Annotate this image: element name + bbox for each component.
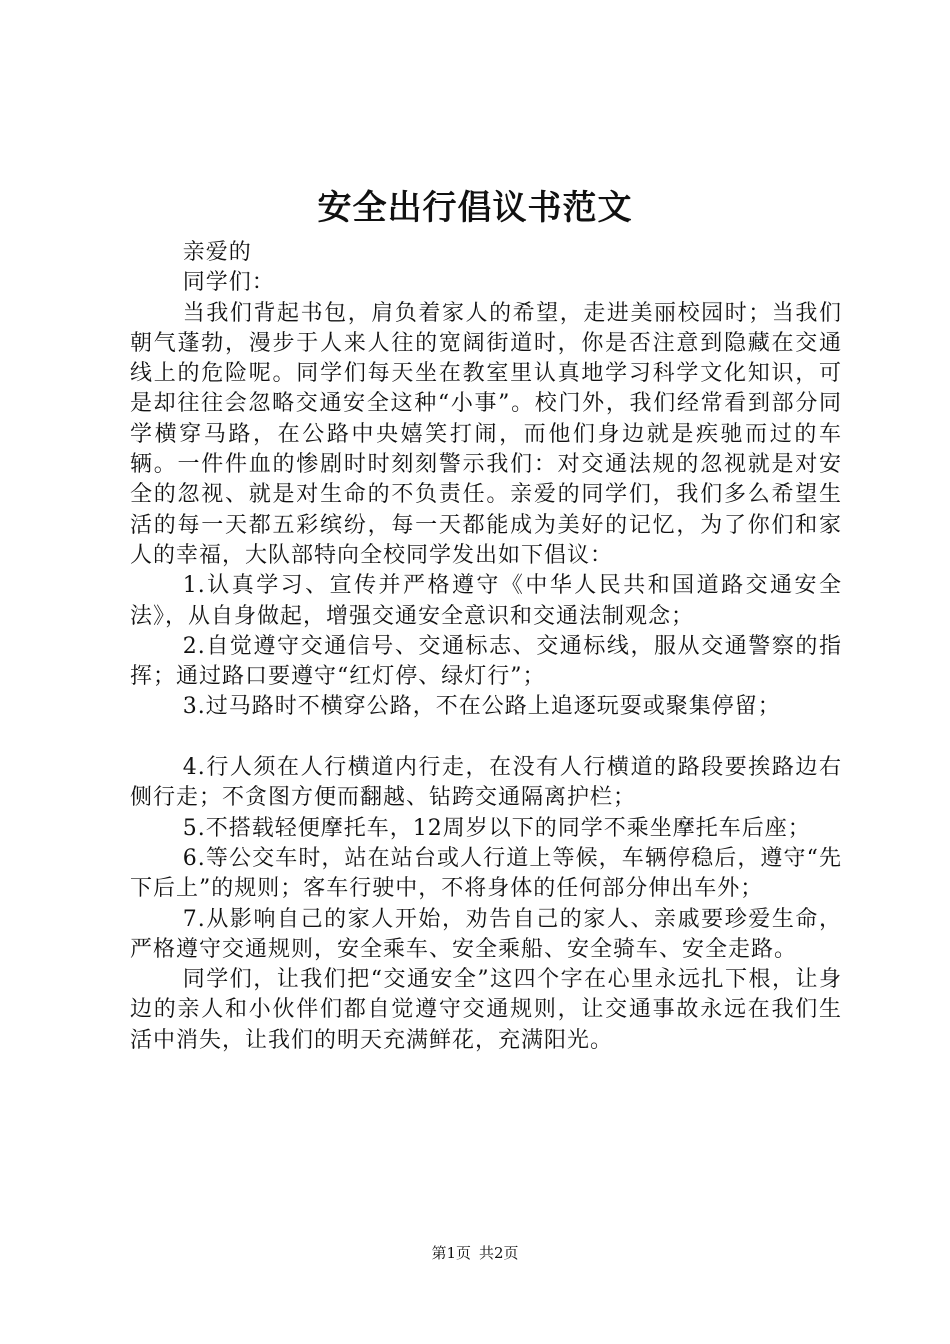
page-footer — [0, 1243, 950, 1263]
intro-paragraph: 当我们背起书包，肩负着家人的希望，走进美丽校园时；当我们朝气蓬勃，漫步于人来人往的宽阔街道时，你是否注意到隐藏在交通线上的危险呢。同学们每天坐在教室里认真地学习科学文化知识，可是却往往会忽略交通安全这种“小事”。校门外，我们经常看到部分同学横穿马路，在公路中央嬉笑打闹，而他们身边就是疾驰而过的车辆。一件件血的惨剧时时刻刻警示我们：对交通法规的忽视就是对安全的忽视、就是对生命的不负责任。亲爱的同学们，我们多么希望生活的每一天都五彩缤纷，每一天都能成为美好的记忆，为了你们和家人的幸福，大队部特向全校同学发出如下倡议： — [130, 300, 842, 568]
proposal-item-1: 1.认真学习、宣传并严格遵守《中华人民共和国道路交通安全法》，从自身做起，增强交通安全意识和交通法制观念； — [130, 573, 842, 629]
proposal-item-4: 4.行人须在人行横道内行走，在没有人行横道的路段要挨路边右侧行走；不贪图方便而翻越、钻跨交通隔离护栏； — [130, 755, 842, 811]
salutation-line-2: 同学们： — [182, 270, 275, 296]
document-title: 安全出行倡议书范文 — [317, 188, 633, 228]
proposal-item-2: 2.自觉遵守交通信号、交通标志、交通标线，服从交通警察的指挥；通过路口要遵守“红灯停、绿灯行”； — [130, 633, 842, 690]
proposal-item-6: 6.等公交车时，站在站台或人行道上等候，车辆停稳后，遵守“先下后上”的规则；客车行驶中，不将身体的任何部分伸出车外； — [130, 845, 842, 902]
document-body — [130, 238, 842, 1056]
page-number: 第1页 — [431, 1244, 471, 1262]
proposal-item-5: 5.不搭载轻便摩托车，12周岁以下的同学不乘坐摩托车后座； — [182, 815, 811, 841]
proposal-item-7: 7.从影响自己的家人开始，劝告自己的家人、亲戚要珍爱生命，严格遵守交通规则，安全乘车、安全乘船、安全骑车、安全走路。 — [130, 906, 842, 962]
salutation-line-1: 亲爱的 — [182, 240, 252, 265]
blank-line — [130, 723, 842, 753]
page-total: 共2页 — [479, 1244, 519, 1262]
proposal-item-3: 3.过马路时不横穿公路，不在公路上追逐玩耍或聚集停留； — [182, 694, 781, 720]
closing-paragraph: 同学们，让我们把“交通安全”这四个字在心里永远扎下根，让身边的亲人和小伙伴们都自觉遵守交通规则，让交通事故永远在我们生活中消失，让我们的明天充满鲜花，充满阳光。 — [130, 967, 842, 1053]
